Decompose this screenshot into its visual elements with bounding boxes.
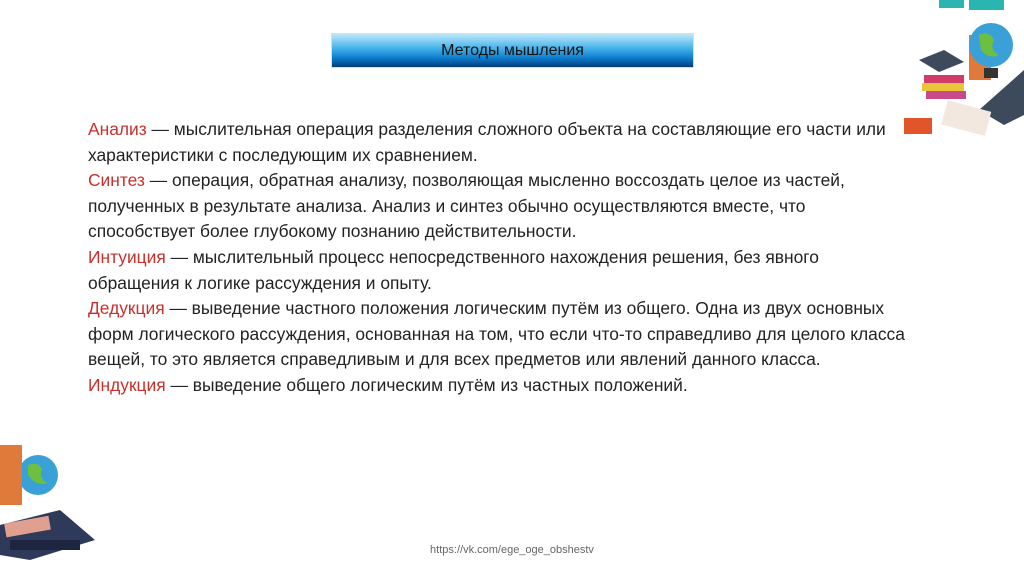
definition-induction: [88, 373, 908, 399]
definition-synthesis: [88, 168, 908, 245]
term: Синтез: [88, 170, 145, 191]
definition-text: — выведение общего логическим путём из частных положений.: [165, 374, 688, 395]
term: Анализ: [88, 119, 147, 139]
definition-text: — выведение частного положения логическим путём из общего. Одна из двух основных форм логического рассуждения, основанная на том, что если что-то справедливо для целого класса вещей, то это является справедливым и для всех предметов или явлений данного класса.: [88, 298, 905, 370]
footer-url: https://vk.com/ege_oge_obshestv: [430, 544, 594, 556]
definition-text: — мыслительная операция разделения сложного объекта на составляющие его части или характеристики с последующим их сравнением.: [88, 119, 886, 165]
definition-text: — операция, обратная анализу, позволяющая мысленно воссоздать целое из частей, полученных в результате анализа. Анализ и синтез обычно осуществляются вместе, что способствует более глубокому познанию действительности.: [88, 170, 845, 242]
definition-text: — мыслительный процесс непосредственного нахождения решения, без явного обращения к логике рассуждения и опыту.: [88, 246, 819, 293]
slide-title: Методы мышления: [441, 41, 584, 59]
definitions-text: [88, 117, 908, 399]
definition-analysis: [88, 117, 908, 168]
term: Интуиция: [88, 246, 166, 267]
term: Дедукция: [88, 298, 165, 319]
slide-title-banner: [331, 33, 694, 68]
definition-intuition: [88, 245, 908, 296]
definition-deduction: [88, 296, 908, 373]
term: Индукция: [88, 374, 166, 395]
